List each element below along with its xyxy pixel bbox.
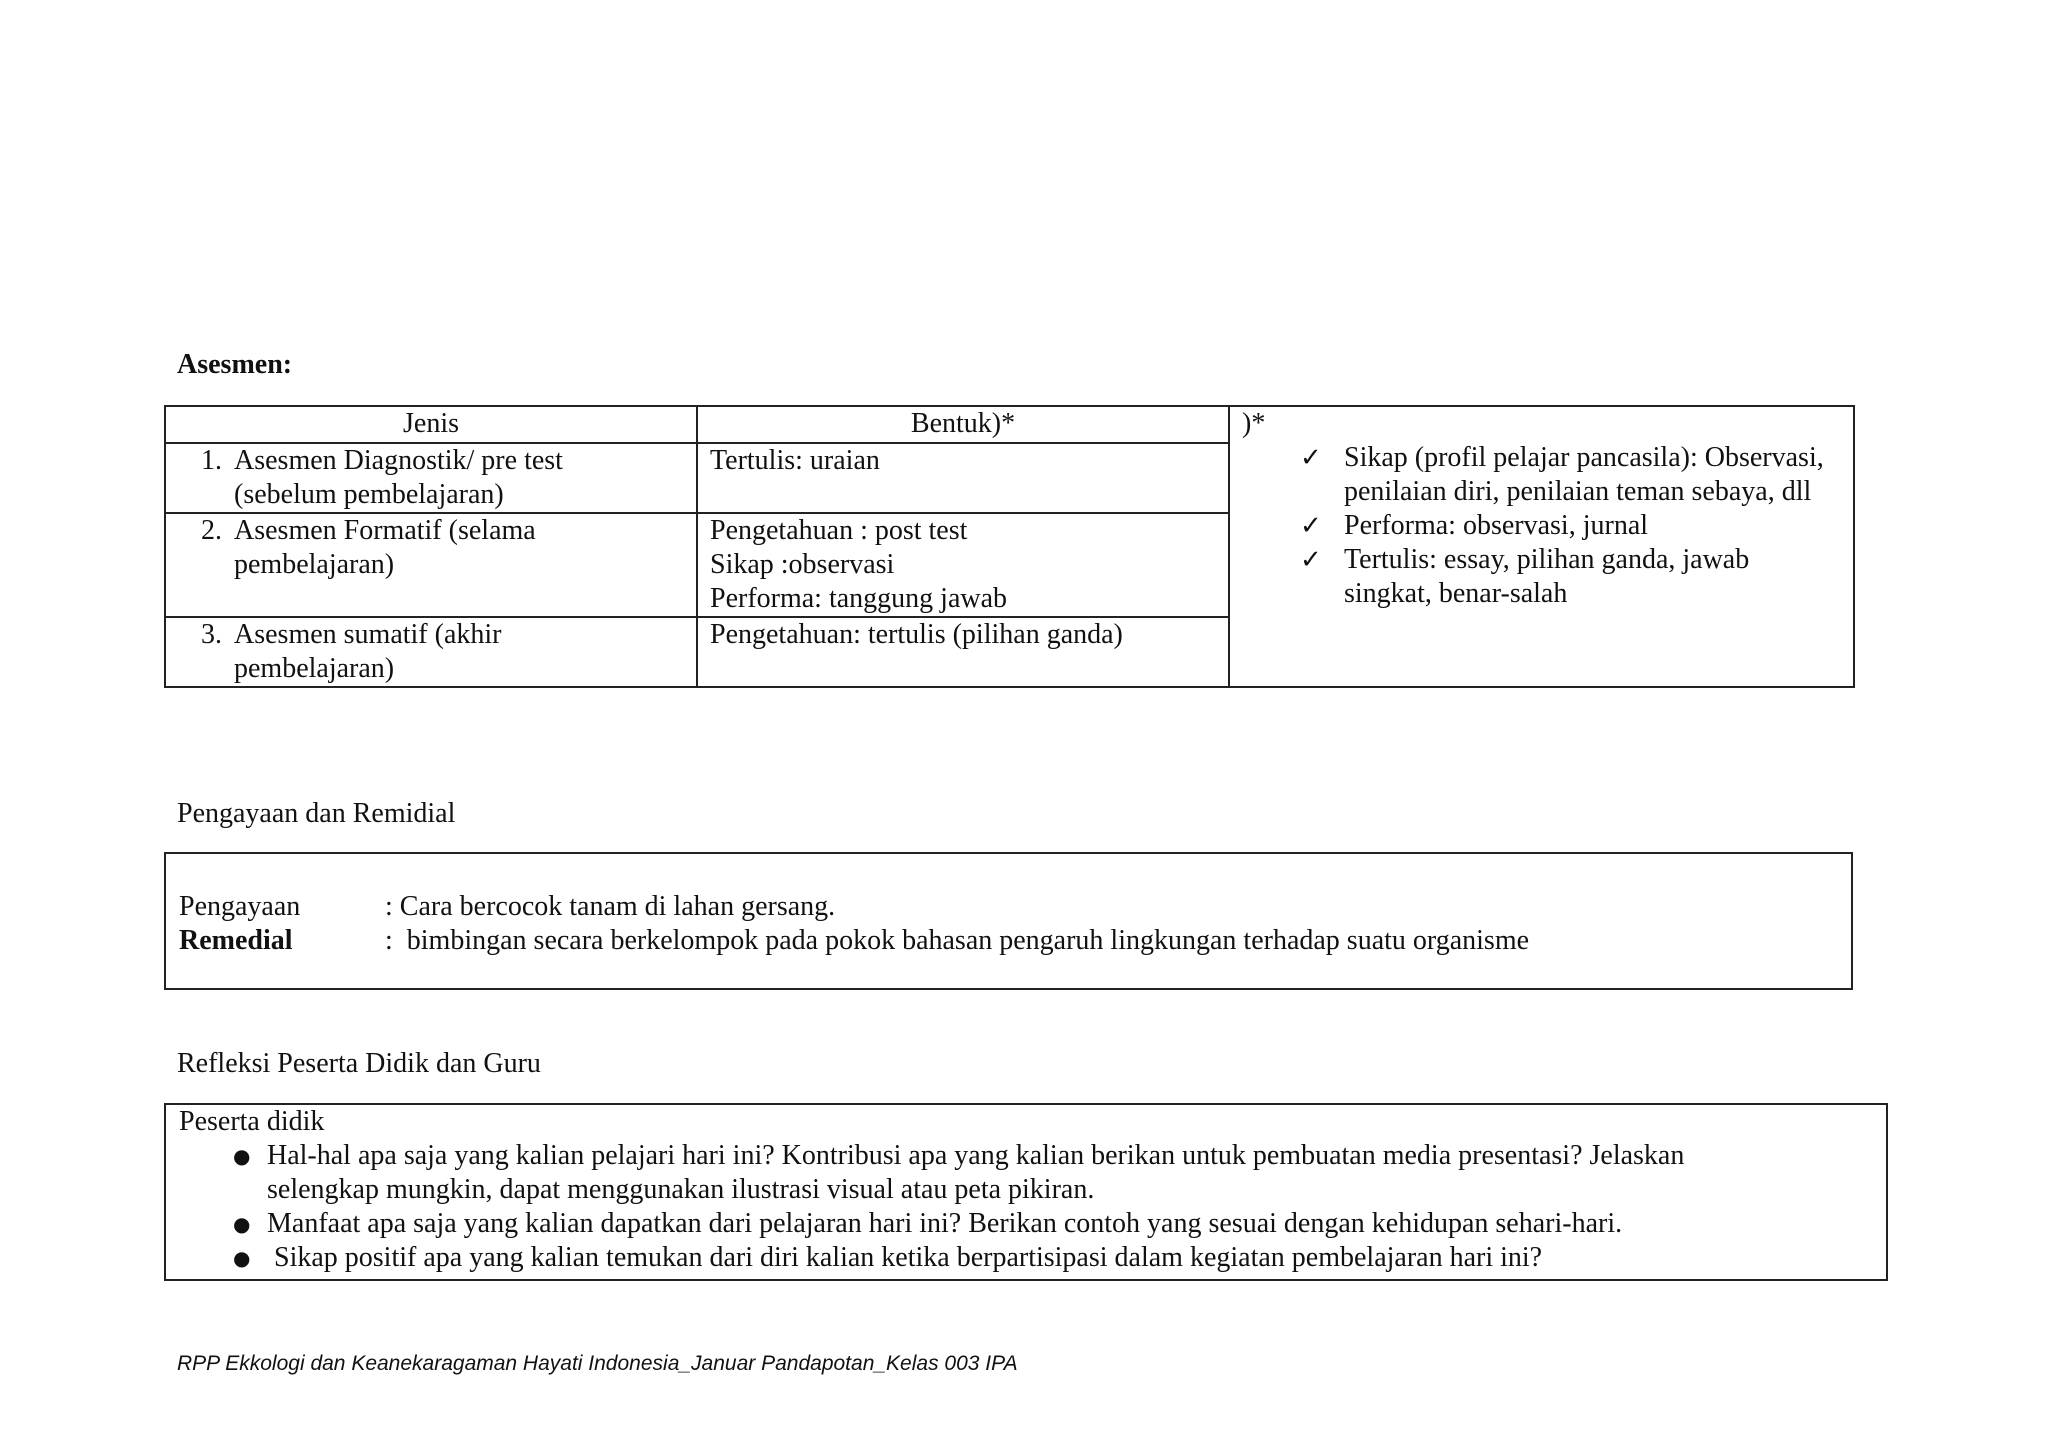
asesmen-checklist [1242, 441, 1841, 611]
jenis-line: pembelajaran) [234, 653, 395, 684]
bentuk-line: Performa: tanggung jawab [710, 583, 1008, 614]
pengayaan-box [164, 852, 1853, 990]
checklist-line: Performa: observasi, jurnal [1344, 510, 1649, 541]
bentuk-cell [697, 513, 1229, 617]
checklist-line: penilaian diri, penilaian teman sebaya, dll [1344, 476, 1812, 507]
bentuk-line: Pengetahuan: tertulis (pilihan ganda) [710, 619, 1123, 650]
list-item [179, 1241, 1874, 1275]
bentuk-cell [697, 617, 1229, 687]
question-line: selengkap mungkin, dapat menggunakan ilustrasi visual atau peta pikiran. [267, 1174, 1095, 1205]
jenis-line: Asesmen Formatif (selama [234, 515, 536, 546]
row-number: 1. [201, 445, 222, 476]
pengayaan-value: : Cara bercocok tanam di lahan gersang. [385, 891, 836, 922]
jenis-line: pembelajaran) [234, 549, 395, 580]
asesmen-note-cell [1229, 406, 1854, 687]
question-line: Sikap positif apa yang kalian temukan dari diri kalian ketika berpartisipasi dalam kegiatan pembelajaran hari ini? [267, 1242, 1543, 1273]
header-jenis: Jenis [165, 406, 697, 443]
refleksi-box [164, 1103, 1888, 1281]
asesmen-table [164, 405, 1855, 688]
list-item [179, 1207, 1874, 1241]
page-footer: RPP Ekkologi dan Keanekaragaman Hayati Indonesia_Januar Pandapotan_Kelas 003 IPA [177, 1352, 1018, 1375]
jenis-cell [165, 443, 697, 513]
refleksi-heading: Refleksi Peserta Didik dan Guru [177, 1048, 541, 1079]
remedial-label: Remedial [179, 925, 293, 956]
bentuk-cell [697, 443, 1229, 513]
bentuk-line: Pengetahuan : post test [710, 515, 968, 546]
check-icon: ✓ [1300, 545, 1322, 575]
jenis-line: Asesmen Diagnostik/ pre test [234, 445, 563, 476]
jenis-line: Asesmen sumatif (akhir [234, 619, 502, 650]
remedial-value: : bimbingan secara berkelompok pada pokok bahasan pengaruh lingkungan terhadap suatu organisme [385, 925, 1530, 956]
checklist-line: Sikap (profil pelajar pancasila): Observasi, [1344, 442, 1824, 473]
checklist-line: Tertulis: essay, pilihan ganda, jawab [1344, 544, 1750, 575]
asesmen-heading: Asesmen: [177, 349, 293, 380]
question-line: Hal-hal apa saja yang kalian pelajari hari ini? Kontribusi apa yang kalian berikan untuk pembuatan media presentasi? Jelaskan [267, 1140, 1685, 1171]
note-marker: )* [1242, 408, 1266, 439]
row-number: 3. [201, 619, 222, 650]
header-bentuk: Bentuk)* [697, 406, 1229, 443]
jenis-cell [165, 513, 697, 617]
checklist-item [1300, 509, 1841, 543]
jenis-line: (sebelum pembelajaran) [234, 479, 504, 510]
bullet-icon: ● [233, 1246, 251, 1270]
pengayaan-label: Pengayaan [179, 891, 301, 922]
remedial-row [179, 924, 1839, 958]
bentuk-line: Tertulis: uraian [710, 445, 880, 476]
bentuk-line: Sikap :observasi [710, 549, 895, 580]
bullet-icon: ● [233, 1144, 251, 1168]
refleksi-subtitle: Peserta didik [179, 1106, 325, 1137]
check-icon: ✓ [1300, 511, 1322, 541]
checklist-item [1300, 543, 1841, 611]
refleksi-questions [179, 1139, 1874, 1275]
list-item [179, 1139, 1874, 1207]
question-line: Manfaat apa saja yang kalian dapatkan dari pelajaran hari ini? Berikan contoh yang sesuai dengan kehidupan sehari-hari. [267, 1208, 1623, 1239]
pengayaan-heading: Pengayaan dan Remidial [177, 798, 456, 829]
jenis-cell [165, 617, 697, 687]
checklist-item [1300, 441, 1841, 509]
bullet-icon: ● [233, 1212, 251, 1236]
checklist-line: singkat, benar-salah [1344, 578, 1568, 609]
check-icon: ✓ [1300, 443, 1322, 473]
row-number: 2. [201, 515, 222, 546]
pengayaan-row [179, 890, 1839, 924]
